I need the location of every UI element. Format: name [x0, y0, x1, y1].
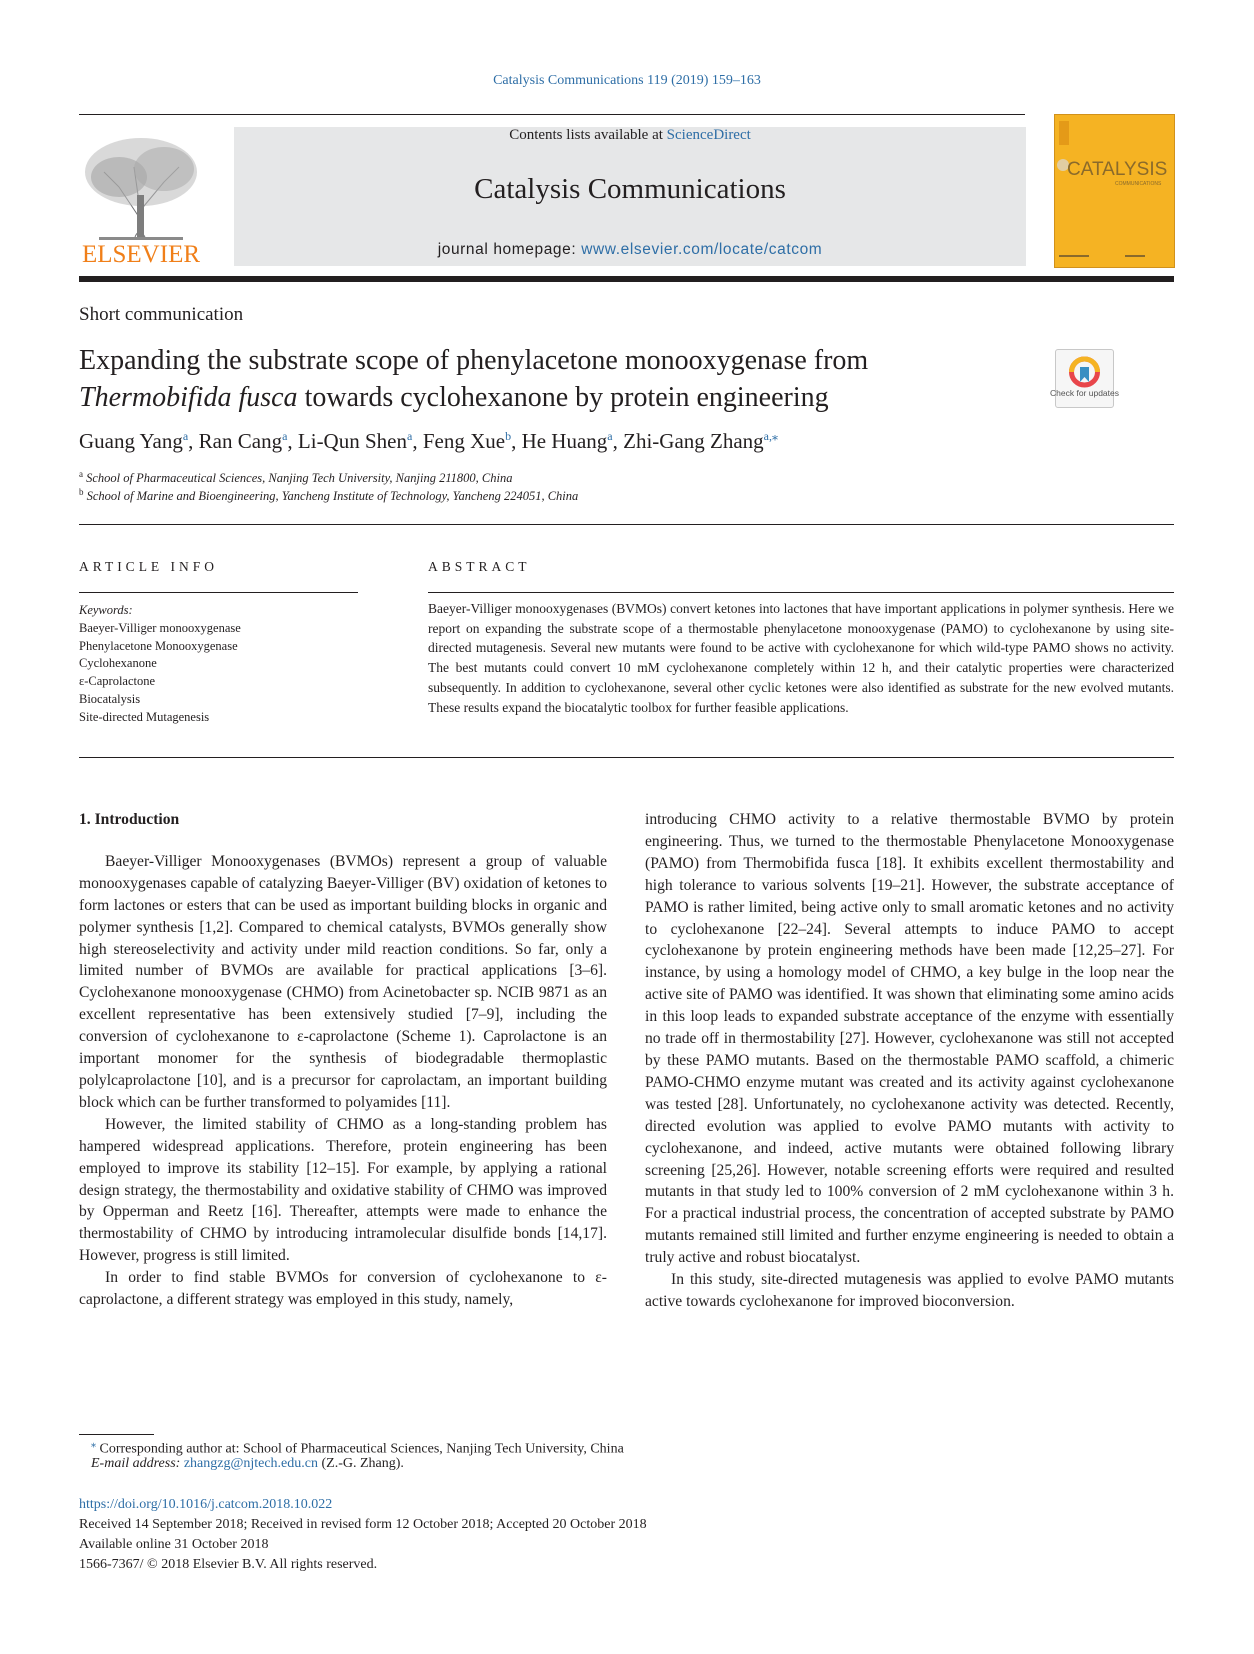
header-thick-rule — [79, 276, 1174, 282]
affiliation-a — [79, 469, 512, 486]
keywords-block — [79, 602, 241, 727]
affiliation-sup: b — [79, 487, 84, 497]
email-link[interactable]: zhangzg@njtech.edu.cn — [183, 1456, 318, 1471]
elsevier-logo — [79, 127, 203, 266]
cover-subtitle: COMMUNICATIONS — [1115, 181, 1162, 187]
doi-link[interactable]: https://doi.org/10.1016/j.catcom.2018.10.022 — [79, 1497, 333, 1512]
author-sup: a — [182, 429, 189, 443]
author-sup: a,⁎ — [763, 429, 778, 443]
received-dates: Received 14 September 2018; Received in revised form 12 October 2018; Accepted 20 October 2018 — [79, 1517, 647, 1532]
keyword: Baeyer-Villiger monooxygenase — [79, 620, 241, 635]
affiliation-text: School of Marine and Bioengineering, Yancheng Institute of Technology, Yancheng 224051, China — [86, 489, 579, 504]
homepage-prefix: journal homepage: — [437, 241, 582, 258]
author-name[interactable]: Zhi-Gang Zhang — [623, 429, 764, 453]
author-sup: b — [505, 429, 512, 443]
body-paragraph: In this study, site-directed mutagenesis was applied to evolve PAMO mutants active towards cyclohexanone for improved bioconversion. — [645, 1271, 1174, 1310]
top-rule — [79, 114, 1025, 115]
copyright-notice: 1566-7367/ © 2018 Elsevier B.V. All rights reserved. — [79, 1557, 378, 1572]
abstract-text: Baeyer-Villiger monooxygenases (BVMOs) convert ketones into lactones that have important applications in polymer synthesis. Here we report on expanding the substrate scope of a thermostable phenylacetone monooxygenase (PAMO) to cyclohexanone by using site-directed mutagenesis. Several new mutants were found to be active with cyclohexanone for which wild-type PAMO shows no activity. The best mutants could convert 10 mM cyclohexanone completely within 12 h, and their catalytic properties were characterized subsequently. In addition to cyclohexanone, several other cyclic ketones were also identified as substrate for the new evolved mutants. These results expand the biocatalytic toolbox for further feasible applications. — [428, 601, 1174, 715]
keyword: Phenylacetone Monooxygenase — [79, 638, 238, 653]
author-name[interactable]: Guang Yang — [79, 429, 183, 453]
sciencedirect-link[interactable]: ScienceDirect — [666, 127, 751, 143]
title-italic: Thermobifida fusca — [79, 382, 298, 413]
keyword: Biocatalysis — [79, 691, 141, 706]
email-suffix: (Z.-G. Zhang). — [317, 1456, 404, 1471]
crossmark-label: Check for updates — [1050, 388, 1119, 398]
abstract-heading: ABSTRACT — [428, 559, 531, 574]
introduction-heading: 1. Introduction — [79, 811, 180, 828]
crossmark-button[interactable] — [1050, 349, 1119, 408]
section-rule — [79, 757, 1174, 758]
body-paragraph: introducing CHMO activity to a relative thermostable BVMO by protein engineering. Thus, we turned to the thermostable Phenylacetone Monooxygenase (PAMO) from Thermobifida fusca [18]. It exhibits excellent thermostability and high tolerance to various solvents [19–21]. However, the substrate acceptance of PAMO is rather limited, being active only to small aromatic ketones and no activity to cyclohexanone [22–24]. Several attempts to induce PAMO to accept cyclohexanone by protein engineering methods have been made [12,25–27]. For instance, by using a homology model of CHMO, a key bulge in the loop near the active site of PAMO was identified. It was shown that eliminating some amino acids in this loop leads to expanded substrate acceptance of the enzyme with essentially no trade off in thermostability [27]. However, cyclohexanone was still not accepted by these PAMO mutants. Based on the thermostable PAMO scaffold, a chimeric PAMO-CHMO enzyme mutant was created and its activity against cyclohexanone was tested [28]. Unfortunately, no cyclohexanone activity was detected. Recently, directed evolution was applied to evolve PAMO mutants with activity to cyclohexanone, and indeed, active mutants were obtained following library screening [25,26]. However, notable screening efforts were required and resulted mutants in that study led to 100% conversion of 2 mM cyclohexanone within 3 h. For a practical industrial process, the concentration of accepted substrate by PAMO mutants remained still limited and further enzyme engineering is needed to obtain a truly active and robust biocatalyst. — [645, 811, 1174, 1267]
article-type: Short communication — [79, 304, 244, 325]
section-rule — [79, 524, 1174, 525]
author-name[interactable]: Feng Xue — [422, 429, 506, 453]
journal-name: Catalysis Communications — [474, 173, 786, 205]
affiliation-text: School of Pharmaceutical Sciences, Nanjing Tech University, Nanjing 211800, China — [86, 471, 513, 486]
author-sup: a — [607, 429, 613, 443]
author-sup: a — [406, 429, 413, 443]
corresponding-text: Corresponding author at: School of Pharmaceutical Sciences, Nanjing Tech University, China — [99, 1441, 624, 1457]
available-online: Available online 31 October 2018 — [79, 1537, 269, 1552]
author-name[interactable]: Li-Qun Shen — [297, 429, 407, 453]
contents-line — [234, 127, 1026, 144]
keyword: ε-Caprolactone — [79, 674, 156, 689]
homepage-line — [234, 241, 1026, 259]
affiliation-sup: a — [79, 469, 83, 479]
email-line — [91, 1456, 404, 1472]
title-part2: towards cyclohexanone by protein engineering — [297, 382, 829, 413]
article-info-heading: ARTICLE INFO — [79, 559, 219, 574]
body-column-left — [79, 809, 607, 1311]
journal-reference[interactable]: Catalysis Communications 119 (2019) 159–163 — [493, 73, 761, 88]
abstract-rule — [428, 592, 1174, 593]
elsevier-wordmark: ELSEVIER — [81, 241, 201, 268]
contents-prefix: Contents lists available at — [509, 127, 667, 143]
keyword: Cyclohexanone — [79, 656, 157, 671]
body-paragraph: Baeyer-Villiger Monooxygenases (BVMOs) represent a group of valuable monooxygenases capable of catalyzing Baeyer-Villiger (BV) oxidation of ketones to form lactones or esters that can be used as important building blocks in organic and polymer synthesis [1,2]. Compared to chemical catalysts, BVMOs generally show high stereoselectivity and activity under mild reaction conditions. So far, only a limited number of BVMOs are available for practical applications [3–6]. Cyclohexanone monooxygenase (CHMO) from Acinetobacter sp. NCIB 9871 as an excellent representative has been extensively studied [7–9], including the conversion of cyclohexanone to ε-caprolactone (Scheme 1). Caprolactone is an important monomer for the synthesis of biodegradable thermoplastic polylcaprolactone [10], and is a precursor for caprolactam, an important building block which can be further transformed to polyamides [11]. — [79, 852, 607, 1111]
journal-cover — [1054, 114, 1175, 268]
keywords-label: Keywords: — [79, 603, 133, 617]
article-info-rule — [79, 592, 358, 593]
title-part1: Expanding the substrate scope of phenylacetone monooxygenase from — [79, 345, 869, 376]
body-column-right — [645, 809, 1174, 1313]
cover-title: CATALYSIS — [1067, 159, 1168, 180]
homepage-link[interactable]: www.elsevier.com/locate/catcom — [581, 241, 823, 258]
article-title — [79, 342, 979, 416]
author-list: Guang Yang$^a$, Ran Cang$^a$, Li-Qun Shen$^a$, Feng Xue$^b$, He Huang$^a$, Zhi-Gang Zhang$^{a,⁎}$ — [79, 429, 778, 453]
journal-header-box — [234, 127, 1026, 266]
body-paragraph: In order to find stable BVMOs for conversion of cyclohexanone to ε-caprolactone, a different strategy was employed in this study, namely, — [79, 1269, 607, 1309]
email-label: E-mail address: — [91, 1456, 181, 1471]
corresponding-marker: ⁎ — [91, 1439, 96, 1450]
body-paragraph: However, the limited stability of CHMO as a long-standing problem has hampered widespread applications. Therefore, protein engineering has been employed to improve its stability [12–15]. For example, by applying a rational design strategy, the thermostability and oxidative stability of CHMO was improved by Opperman and Reetz [16]. Thereafter, attempts were made to enhance the thermostability of CHMO by introducing intramolecular disulfide bonds [14,17]. However, progress is still limited. — [79, 1115, 607, 1265]
author-sup: a — [282, 429, 288, 443]
author-name[interactable]: Ran Cang — [198, 429, 283, 453]
affiliation-b — [79, 487, 578, 504]
author-name[interactable]: He Huang — [521, 429, 608, 453]
keyword: Site-directed Mutagenesis — [79, 709, 210, 724]
